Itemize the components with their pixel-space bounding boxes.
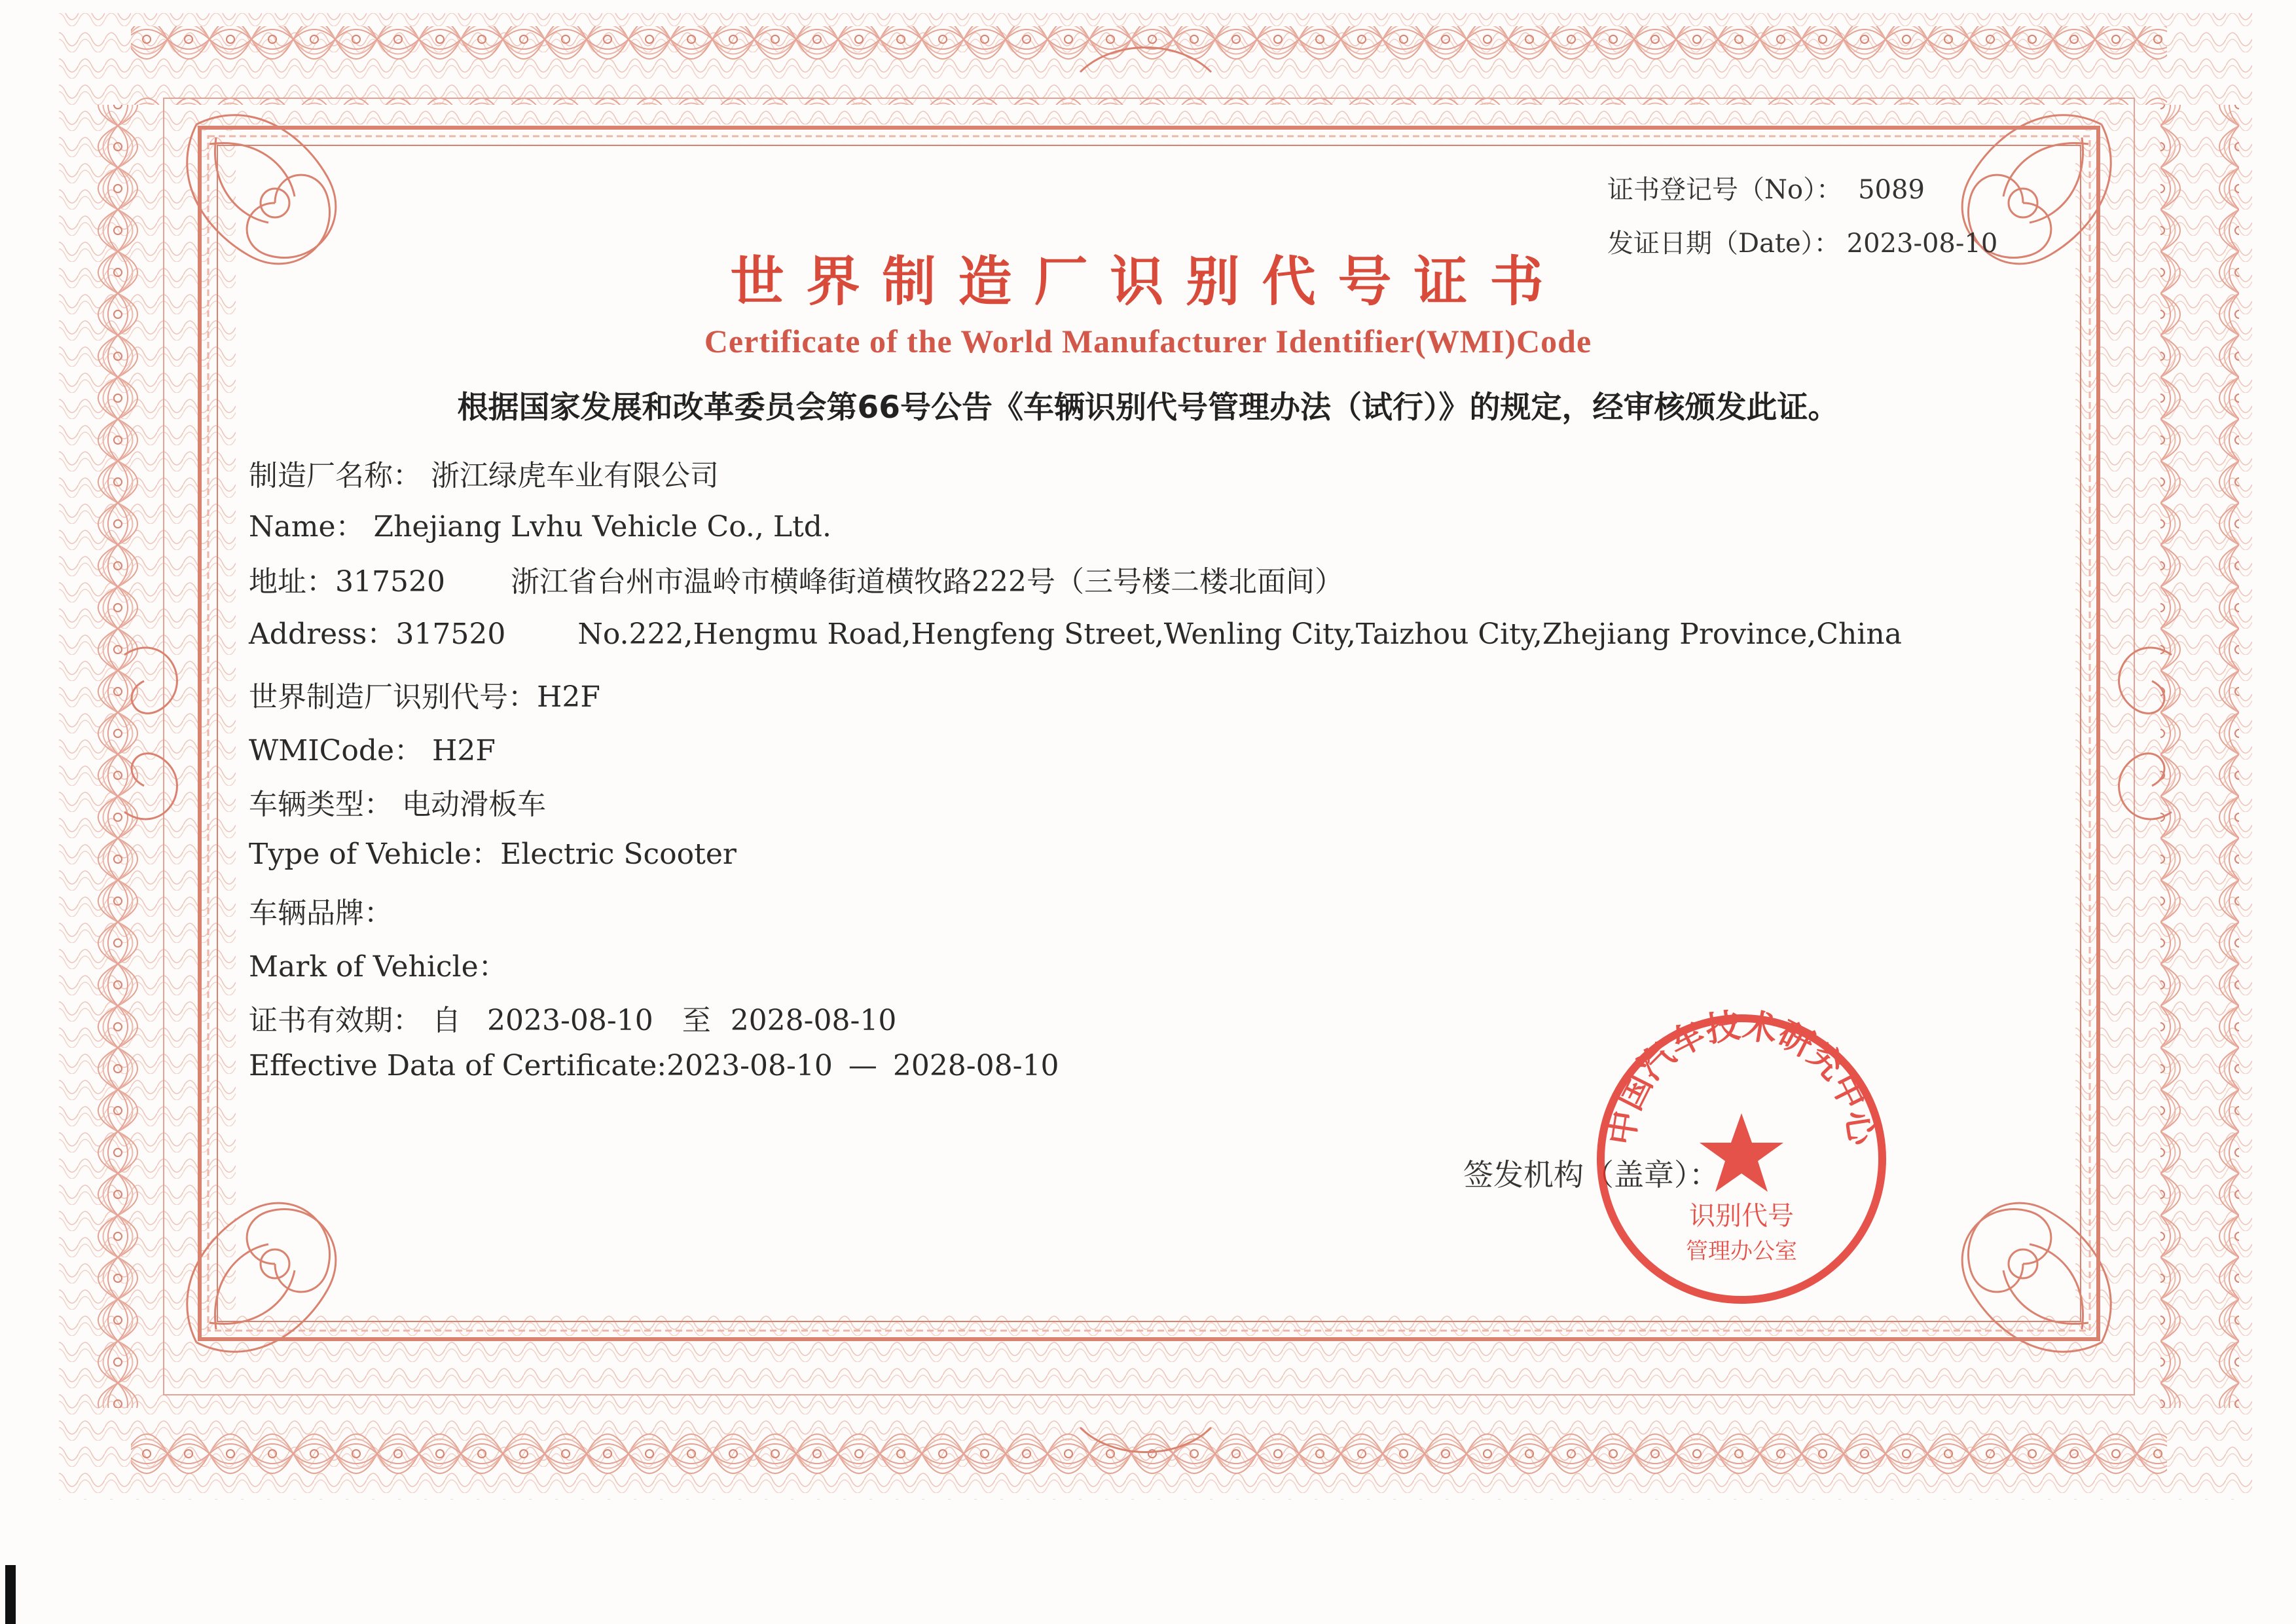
address-cn-label: 地址： (249, 565, 335, 599)
scan-edge-mark (5, 1565, 16, 1624)
seal-star-icon (1700, 1113, 1783, 1192)
validity-en-label: Effective Data of Certificate: (249, 1049, 667, 1082)
validity-en-from: 2023-08-10 (666, 1049, 833, 1082)
validity-cn-label: 证书有效期： (249, 1004, 422, 1037)
registration-row (1607, 169, 1925, 206)
wmi-cn-label: 世界制造厂识别代号： (249, 680, 537, 714)
address-en-row (249, 610, 1902, 652)
validity-en-to: 2028-08-10 (892, 1049, 1059, 1082)
validity-to-word: 至 (682, 1004, 711, 1037)
validity-from-word: 自 (432, 1004, 461, 1037)
issuer-label: 签发机构（盖章）： (1463, 1157, 1719, 1192)
official-seal (1584, 1002, 1899, 1316)
address-en-label: Address： (249, 618, 396, 651)
issue-date-value: 2023-08-10 (1846, 229, 1998, 259)
seal-inner-text-2: 管理办公室 (1686, 1238, 1797, 1264)
validity-cn-to: 2028-08-10 (730, 1004, 897, 1037)
postcode-cn: 317520 (335, 565, 445, 599)
manufacturer-cn-label: 制造厂名称： (249, 459, 422, 492)
wmi-en-label: WMICode： (249, 734, 424, 767)
manufacturer-cn-row (249, 452, 719, 494)
address-en-value: No.222,Hengmu Road,Hengfeng Street,Wenling City,Taizhou City,Zhejiang Province,China (577, 618, 1902, 651)
seal-outer-text: 中国汽车技术研究中心 (1601, 1005, 1882, 1148)
vehicle-type-en-row (249, 830, 737, 872)
vehicle-type-cn-label: 车辆类型： (249, 788, 393, 821)
validity-cn-from: 2023-08-10 (487, 1004, 653, 1037)
seal-inner-text-1: 识别代号 (1689, 1201, 1794, 1231)
registration-label: 证书登记号（No）： (1607, 175, 1843, 205)
validity-en-separator: — (848, 1049, 877, 1082)
vehicle-type-cn-row (249, 781, 546, 822)
wmi-cn-row (249, 673, 600, 715)
brand-en-label: Mark of Vehicle： (249, 950, 507, 984)
wmi-en-row (249, 727, 496, 769)
decree-statement: 根据国家发展和改革委员会第66号公告《车辆识别代号管理办法（试行）》的规定，经审核颁发此证。 (457, 390, 1839, 426)
wmi-cn-value: H2F (537, 680, 600, 714)
validity-cn-row (249, 997, 896, 1039)
brand-cn-row (249, 889, 393, 931)
address-cn-value: 浙江省台州市温岭市横峰街道横牧路222号（三号楼二楼北面间） (510, 565, 1343, 599)
registration-number: 5089 (1858, 175, 1925, 205)
issue-date-label: 发证日期（Date）： (1607, 229, 1840, 259)
postcode-en: 317520 (395, 618, 506, 651)
vehicle-type-en-label: Type of Vehicle： (249, 838, 501, 871)
wmi-en-value: H2F (432, 734, 496, 767)
address-cn-row (249, 558, 1343, 600)
manufacturer-en-value: Zhejiang Lvhu Vehicle Co., Ltd. (373, 510, 831, 544)
brand-cn-label: 车辆品牌： (249, 896, 393, 930)
manufacturer-en-label: Name： (249, 510, 365, 544)
vehicle-type-cn-value: 电动滑板车 (402, 788, 546, 821)
brand-en-row (249, 943, 507, 985)
validity-en-row (249, 1049, 1059, 1082)
title-english: Certificate of the World Manufacturer Identifier(WMI)Code (704, 323, 1592, 360)
manufacturer-en-row (249, 503, 831, 545)
vehicle-type-en-value: Electric Scooter (500, 838, 737, 871)
manufacturer-cn-value: 浙江绿虎车业有限公司 (431, 459, 719, 492)
title-chinese: 世界制造厂识别代号证书 (730, 250, 1566, 313)
